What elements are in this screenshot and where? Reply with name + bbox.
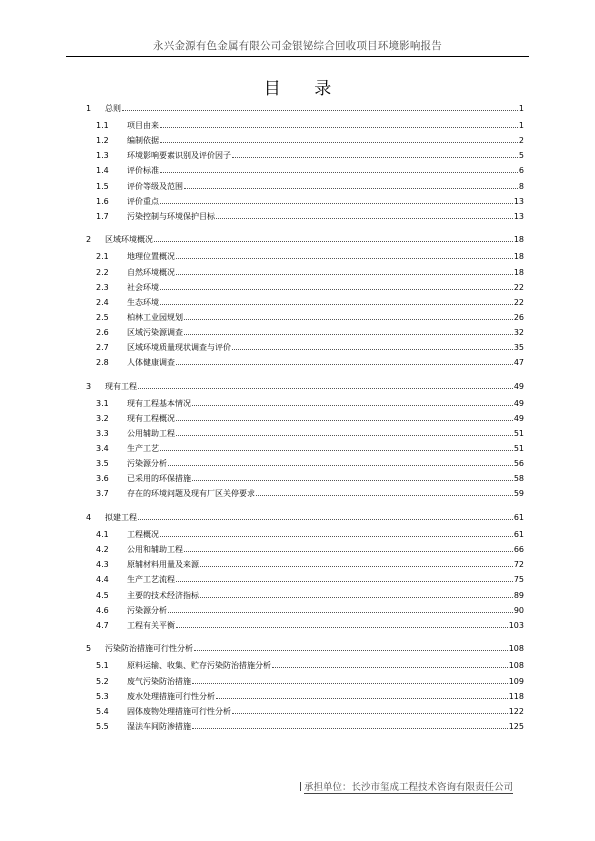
toc-leader-dots bbox=[192, 480, 513, 481]
toc-entry-label: 原辅材料用量及来源 bbox=[127, 560, 199, 570]
toc-leader-dots bbox=[232, 713, 508, 714]
toc-entry-page: 47 bbox=[513, 358, 524, 368]
toc-section-row[interactable] bbox=[96, 283, 524, 293]
toc-section-row[interactable] bbox=[96, 606, 524, 616]
toc-section-row[interactable] bbox=[96, 328, 524, 338]
toc-chapter-row[interactable] bbox=[86, 644, 524, 654]
toc-leader-dots bbox=[184, 188, 518, 189]
toc-entry-label: 拟建工程 bbox=[105, 513, 137, 522]
toc-entry-number: 1.4 bbox=[96, 166, 109, 176]
toc-leader-dots bbox=[272, 667, 508, 668]
toc-leader-dots bbox=[160, 142, 518, 143]
toc-section-row[interactable] bbox=[96, 692, 524, 702]
toc-entry-number: 5 bbox=[86, 644, 92, 654]
toc-entry-label: 已采用的环保措施 bbox=[127, 474, 191, 484]
toc-leader-dots bbox=[232, 349, 513, 350]
toc-entry-page: 1 bbox=[518, 121, 524, 131]
toc-leader-dots bbox=[138, 388, 513, 389]
toc-entry-label: 生产工艺流程 bbox=[127, 575, 175, 585]
toc-section-row[interactable] bbox=[96, 212, 524, 222]
toc-leader-dots bbox=[216, 218, 513, 219]
toc-entry-number: 1.7 bbox=[96, 211, 109, 221]
toc-section-row[interactable] bbox=[96, 560, 524, 570]
toc-leader-dots bbox=[176, 420, 513, 421]
toc-leader-dots bbox=[160, 203, 513, 204]
toc-entry-label: 公用辅助工程 bbox=[127, 429, 175, 438]
toc-entry-number: 2 bbox=[86, 235, 92, 245]
toc-entry-number: 1 bbox=[86, 104, 92, 113]
toc-leader-dots bbox=[176, 364, 513, 365]
toc-section-row[interactable] bbox=[96, 474, 524, 484]
toc-entry-page: 13 bbox=[513, 196, 524, 206]
toc-entry-number: 2.7 bbox=[96, 343, 109, 352]
toc-entry-page: 66 bbox=[513, 545, 524, 555]
toc-entry-page: 75 bbox=[513, 575, 524, 585]
toc-entry-number: 2.6 bbox=[96, 327, 109, 337]
toc-entry-label: 工程概况 bbox=[127, 530, 159, 540]
toc-entry-number: 3.1 bbox=[96, 398, 109, 408]
toc-entry-page: 122 bbox=[508, 706, 524, 716]
toc-section-row[interactable] bbox=[96, 591, 524, 601]
toc-entry-label: 工程有关平衡 bbox=[127, 620, 175, 630]
toc-section-row[interactable] bbox=[96, 268, 524, 278]
toc-entry-number: 4.5 bbox=[96, 590, 109, 600]
toc-entry-number: 4.4 bbox=[96, 575, 109, 585]
toc-entry-page: 22 bbox=[513, 297, 524, 307]
toc-entry-number: 2.2 bbox=[96, 267, 109, 277]
toc-leader-dots bbox=[192, 405, 513, 406]
toc-leader-dots bbox=[168, 465, 513, 466]
toc-entry-number: 2.1 bbox=[96, 252, 109, 262]
toc-section-row[interactable] bbox=[96, 358, 524, 368]
toc-section-row[interactable] bbox=[96, 151, 524, 161]
toc-section-row[interactable] bbox=[96, 575, 524, 585]
toc-leader-dots bbox=[160, 172, 518, 173]
toc-section-row[interactable] bbox=[96, 677, 524, 687]
toc-entry-page: 61 bbox=[513, 513, 524, 522]
toc-entry-number: 3.7 bbox=[96, 489, 109, 499]
toc-entry-page: 61 bbox=[513, 530, 524, 540]
toc-leader-dots bbox=[154, 241, 513, 242]
toc-section-row[interactable] bbox=[96, 489, 524, 499]
toc-entry-page: 125 bbox=[508, 721, 524, 731]
toc-section-row[interactable] bbox=[96, 313, 524, 323]
toc-entry-label: 生产工艺 bbox=[127, 444, 159, 454]
toc-entry-page: 13 bbox=[513, 211, 524, 221]
toc-entry-page: 58 bbox=[513, 474, 524, 484]
toc-leader-dots bbox=[122, 110, 518, 111]
toc-entry-number: 4.7 bbox=[96, 620, 109, 630]
toc-section-row[interactable] bbox=[96, 545, 524, 555]
toc-section-row[interactable] bbox=[96, 530, 524, 540]
toc-entry-label: 废气污染防治措施 bbox=[127, 676, 191, 686]
toc-entry-number: 3.4 bbox=[96, 444, 109, 454]
toc-section-row[interactable] bbox=[96, 722, 524, 732]
toc-entry-page: 108 bbox=[508, 644, 524, 654]
toc-entry-page: 90 bbox=[513, 605, 524, 615]
toc-entry-page: 49 bbox=[513, 413, 524, 423]
toc-entry-page: 35 bbox=[513, 343, 524, 352]
toc-section-row[interactable] bbox=[96, 399, 524, 409]
toc-leader-dots bbox=[232, 157, 518, 158]
toc-entry-number: 3.3 bbox=[96, 429, 109, 438]
toc-entry-number: 3.6 bbox=[96, 474, 109, 484]
toc-entry-number: 4.2 bbox=[96, 545, 109, 555]
toc-leader-dots bbox=[200, 597, 513, 598]
toc-heading: 目 录 bbox=[263, 79, 346, 99]
toc-entry-number: 5.5 bbox=[96, 721, 109, 731]
toc-entry-page: 1 bbox=[518, 104, 524, 113]
toc-leader-dots bbox=[176, 435, 513, 436]
toc-section-row[interactable] bbox=[96, 252, 524, 262]
toc-entry-label: 存在的环境问题及现有厂区关停要求 bbox=[127, 489, 255, 499]
toc-entry-label: 现有工程概况 bbox=[127, 413, 175, 423]
toc-section-row[interactable] bbox=[96, 459, 524, 469]
footer-marker bbox=[300, 782, 301, 791]
toc-entry-page: 32 bbox=[513, 327, 524, 337]
toc-entry-page: 18 bbox=[513, 252, 524, 262]
toc-entry-label: 地理位置概况 bbox=[127, 252, 175, 262]
toc-section-row[interactable] bbox=[96, 621, 524, 631]
toc-entry-page: 89 bbox=[513, 590, 524, 600]
toc-entry-page: 5 bbox=[518, 151, 524, 161]
toc-entry-label: 柏林工业园规划 bbox=[127, 312, 183, 322]
toc-entry-page: 109 bbox=[508, 676, 524, 686]
toc-entry-page: 49 bbox=[513, 381, 524, 391]
toc-entry-label: 区域环境质量现状调查与评价 bbox=[127, 343, 231, 352]
toc-section-row[interactable] bbox=[96, 182, 524, 192]
toc-leader-dots bbox=[160, 450, 513, 451]
toc-leader-dots bbox=[216, 698, 508, 699]
toc-leader-dots bbox=[160, 536, 513, 537]
toc-entry-label: 评价标准 bbox=[127, 166, 159, 176]
toc-entry-page: 22 bbox=[513, 282, 524, 292]
toc-entry-label: 评价重点 bbox=[127, 196, 159, 206]
toc-entry-page: 49 bbox=[513, 398, 524, 408]
toc-leader-dots bbox=[138, 519, 513, 520]
toc-entry-number: 3.2 bbox=[96, 413, 109, 423]
toc-entry-page: 51 bbox=[513, 444, 524, 454]
toc-section-row[interactable] bbox=[96, 414, 524, 424]
toc-chapter-row[interactable] bbox=[86, 235, 524, 245]
toc-entry-number: 2.3 bbox=[96, 282, 109, 292]
toc-entry-number: 4.3 bbox=[96, 560, 109, 570]
running-header: 永兴金源有色金属有限公司金银铋综合回收项目环境影响报告 bbox=[153, 40, 442, 52]
toc-leader-dots bbox=[256, 495, 513, 496]
toc-leader-dots bbox=[192, 728, 508, 729]
toc-leader-dots bbox=[176, 581, 513, 582]
toc-section-row[interactable] bbox=[96, 166, 524, 176]
toc-entry-label: 污染控制与环境保护目标 bbox=[127, 211, 215, 221]
toc-leader-dots bbox=[184, 334, 513, 335]
toc-chapter-row[interactable] bbox=[86, 382, 524, 392]
toc-entry-number: 3 bbox=[86, 381, 92, 391]
toc-entry-number: 1.5 bbox=[96, 181, 109, 191]
toc-entry-page: 18 bbox=[513, 235, 524, 245]
toc-section-row[interactable] bbox=[96, 197, 524, 207]
toc-entry-label: 区域环境概况 bbox=[105, 235, 153, 245]
toc-section-row[interactable] bbox=[96, 136, 524, 146]
toc-entry-label: 自然环境概况 bbox=[127, 267, 175, 277]
toc-entry-label: 现有工程基本情况 bbox=[127, 398, 191, 408]
toc-entry-label: 主要的技术经济指标 bbox=[127, 590, 199, 600]
toc-section-row[interactable] bbox=[96, 444, 524, 454]
toc-entry-label: 污染防治措施可行性分析 bbox=[105, 644, 193, 654]
toc-entry-label: 固体废物处理措施可行性分析 bbox=[127, 706, 231, 716]
toc-entry-label: 原料运输、收集、贮存污染防治措施分析 bbox=[127, 661, 271, 671]
toc-leader-dots bbox=[160, 127, 518, 128]
toc-entry-label: 区域污染源调查 bbox=[127, 327, 183, 337]
footer bbox=[300, 779, 513, 793]
toc-entry-number: 4.6 bbox=[96, 605, 109, 615]
toc-leader-dots bbox=[184, 319, 513, 320]
toc-entry-page: 59 bbox=[513, 489, 524, 499]
toc-entry-page: 26 bbox=[513, 312, 524, 322]
toc-section-row[interactable] bbox=[96, 298, 524, 308]
toc-entry-page: 2 bbox=[518, 136, 524, 146]
toc-entry-number: 5.2 bbox=[96, 676, 109, 686]
toc-leader-dots bbox=[168, 612, 513, 613]
toc-chapter-row[interactable] bbox=[86, 104, 524, 114]
toc-leader-dots bbox=[160, 304, 513, 305]
toc-leader-dots bbox=[176, 627, 508, 628]
toc-entry-number: 2.5 bbox=[96, 312, 109, 322]
header-divider bbox=[66, 56, 529, 57]
toc-entry-label: 污染源分析 bbox=[127, 459, 167, 469]
toc-entry-number: 1.2 bbox=[96, 136, 109, 146]
toc-entry-number: 3.5 bbox=[96, 459, 109, 469]
toc-leader-dots bbox=[184, 551, 513, 552]
toc-entry-page: 56 bbox=[513, 459, 524, 469]
toc-entry-number: 5.3 bbox=[96, 691, 109, 701]
toc-entry-label: 环境影响要素识别及评价因子 bbox=[127, 151, 231, 161]
toc-entry-page: 108 bbox=[508, 661, 524, 671]
footer-text: 承担单位：长沙市玺成工程技术咨询有限责任公司 bbox=[303, 782, 513, 793]
toc-leader-dots bbox=[192, 683, 508, 684]
toc-entry-label: 现有工程 bbox=[105, 381, 137, 391]
toc-entry-label: 编制依据 bbox=[127, 136, 159, 146]
toc-section-row[interactable] bbox=[96, 121, 524, 131]
toc-entry-page: 103 bbox=[508, 620, 524, 630]
toc-section-row[interactable] bbox=[96, 429, 524, 439]
toc-entry-page: 8 bbox=[518, 181, 524, 191]
toc-entry-page: 6 bbox=[518, 166, 524, 176]
toc-entry-label: 公用和辅助工程 bbox=[127, 545, 183, 555]
toc-entry-label: 生态环境 bbox=[127, 297, 159, 307]
toc-entry-label: 总则 bbox=[105, 104, 121, 113]
toc-leader-dots bbox=[200, 566, 513, 567]
toc-entry-label: 湿法车间防渗措施 bbox=[127, 721, 191, 731]
toc-leader-dots bbox=[194, 650, 508, 651]
toc-entry-number: 4 bbox=[86, 513, 92, 522]
toc-entry-number: 2.4 bbox=[96, 297, 109, 307]
toc-leader-dots bbox=[160, 289, 513, 290]
toc-entry-number: 4.1 bbox=[96, 530, 109, 540]
toc-entry-label: 项目由来 bbox=[127, 121, 159, 131]
toc-entry-label: 评价等级及范围 bbox=[127, 181, 183, 191]
toc-section-row[interactable] bbox=[96, 343, 524, 353]
toc-entry-page: 18 bbox=[513, 267, 524, 277]
toc-entry-label: 社会环境 bbox=[127, 282, 159, 292]
toc-entry-number: 1.6 bbox=[96, 196, 109, 206]
toc-section-row[interactable] bbox=[96, 661, 524, 671]
toc-section-row[interactable] bbox=[96, 707, 524, 717]
toc-leader-dots bbox=[176, 258, 513, 259]
toc-entry-page: 118 bbox=[508, 691, 524, 701]
toc-entry-number: 5.1 bbox=[96, 661, 109, 671]
toc-entry-page: 51 bbox=[513, 429, 524, 438]
toc-entry-number: 2.8 bbox=[96, 358, 109, 368]
toc-entry-label: 污染源分析 bbox=[127, 605, 167, 615]
toc-entry-page: 72 bbox=[513, 560, 524, 570]
toc-leader-dots bbox=[176, 274, 513, 275]
toc-entry-number: 1.3 bbox=[96, 151, 109, 161]
toc-entry-label: 人体健康调查 bbox=[127, 358, 175, 368]
toc-entry-number: 1.1 bbox=[96, 121, 109, 131]
toc-entry-label: 废水处理措施可行性分析 bbox=[127, 691, 215, 701]
toc-chapter-row[interactable] bbox=[86, 513, 524, 523]
toc-entry-number: 5.4 bbox=[96, 706, 109, 716]
